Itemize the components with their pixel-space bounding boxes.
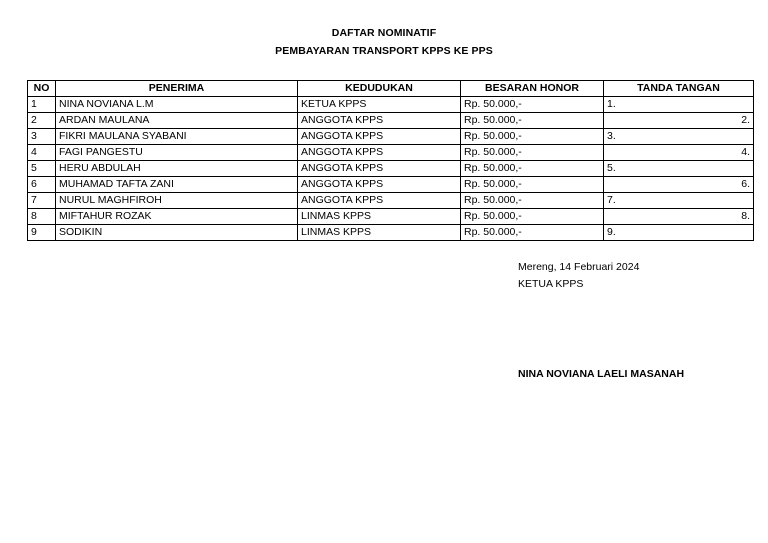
table-row — [28, 209, 754, 225]
cell-tanda-tangan: 3. — [604, 129, 754, 145]
cell-no: 7 — [28, 193, 56, 209]
cell-penerima: NURUL MAGHFIROH — [56, 193, 298, 209]
table-row — [28, 225, 754, 241]
cell-honor: Rp. 50.000,- — [461, 129, 604, 145]
cell-penerima: MUHAMAD TAFTA ZANI — [56, 177, 298, 193]
header-penerima: PENERIMA — [56, 81, 298, 97]
table-row — [28, 193, 754, 209]
signature-role: KETUA KPPS — [518, 278, 584, 290]
cell-honor: Rp. 50.000,- — [461, 225, 604, 241]
cell-no: 4 — [28, 145, 56, 161]
cell-no: 2 — [28, 113, 56, 129]
cell-tanda-tangan: 7. — [604, 193, 754, 209]
cell-penerima: FIKRI MAULANA SYABANI — [56, 129, 298, 145]
cell-penerima: NINA NOVIANA L.M — [56, 97, 298, 113]
document-title: DAFTAR NOMINATIF — [331, 27, 437, 39]
table-row — [28, 145, 754, 161]
cell-tanda-tangan: 2. — [604, 113, 754, 129]
cell-tanda-tangan: 8. — [604, 209, 754, 225]
recipient-table — [27, 80, 754, 241]
cell-tanda-tangan: 4. — [604, 145, 754, 161]
table-header-row — [28, 81, 754, 97]
cell-honor: Rp. 50.000,- — [461, 177, 604, 193]
cell-penerima: ARDAN MAULANA — [56, 113, 298, 129]
table-row — [28, 161, 754, 177]
cell-penerima: SODIKIN — [56, 225, 298, 241]
cell-tanda-tangan: 9. — [604, 225, 754, 241]
cell-kedudukan: LINMAS KPPS — [298, 225, 461, 241]
cell-tanda-tangan: 6. — [604, 177, 754, 193]
cell-no: 5 — [28, 161, 56, 177]
header-tanda-tangan: TANDA TANGAN — [604, 81, 754, 97]
cell-honor: Rp. 50.000,- — [461, 193, 604, 209]
cell-kedudukan: ANGGOTA KPPS — [298, 193, 461, 209]
cell-honor: Rp. 50.000,- — [461, 113, 604, 129]
header-kedudukan: KEDUDUKAN — [298, 81, 461, 97]
cell-kedudukan: ANGGOTA KPPS — [298, 145, 461, 161]
cell-kedudukan: LINMAS KPPS — [298, 209, 461, 225]
cell-penerima: FAGI PANGESTU — [56, 145, 298, 161]
cell-no: 9 — [28, 225, 56, 241]
document-subtitle: PEMBAYARAN TRANSPORT KPPS KE PPS — [275, 45, 493, 57]
cell-honor: Rp. 50.000,- — [461, 209, 604, 225]
cell-kedudukan: ANGGOTA KPPS — [298, 161, 461, 177]
table-row — [28, 113, 754, 129]
cell-kedudukan: KETUA KPPS — [298, 97, 461, 113]
cell-penerima: HERU ABDULAH — [56, 161, 298, 177]
cell-penerima: MIFTAHUR ROZAK — [56, 209, 298, 225]
table-row — [28, 177, 754, 193]
cell-kedudukan: ANGGOTA KPPS — [298, 177, 461, 193]
signature-place-date: Mereng, 14 Februari 2024 — [518, 261, 640, 273]
cell-honor: Rp. 50.000,- — [461, 145, 604, 161]
table-row — [28, 97, 754, 113]
cell-no: 8 — [28, 209, 56, 225]
cell-tanda-tangan: 1. — [604, 97, 754, 113]
signature-name: NINA NOVIANA LAELI MASANAH — [518, 368, 685, 380]
cell-honor: Rp. 50.000,- — [461, 97, 604, 113]
cell-tanda-tangan: 5. — [604, 161, 754, 177]
cell-kedudukan: ANGGOTA KPPS — [298, 113, 461, 129]
cell-no: 1 — [28, 97, 56, 113]
cell-no: 6 — [28, 177, 56, 193]
header-besaran-honor: BESARAN HONOR — [461, 81, 604, 97]
header-no: NO — [28, 81, 56, 97]
cell-no: 3 — [28, 129, 56, 145]
cell-kedudukan: ANGGOTA KPPS — [298, 129, 461, 145]
table-row — [28, 129, 754, 145]
cell-honor: Rp. 50.000,- — [461, 161, 604, 177]
